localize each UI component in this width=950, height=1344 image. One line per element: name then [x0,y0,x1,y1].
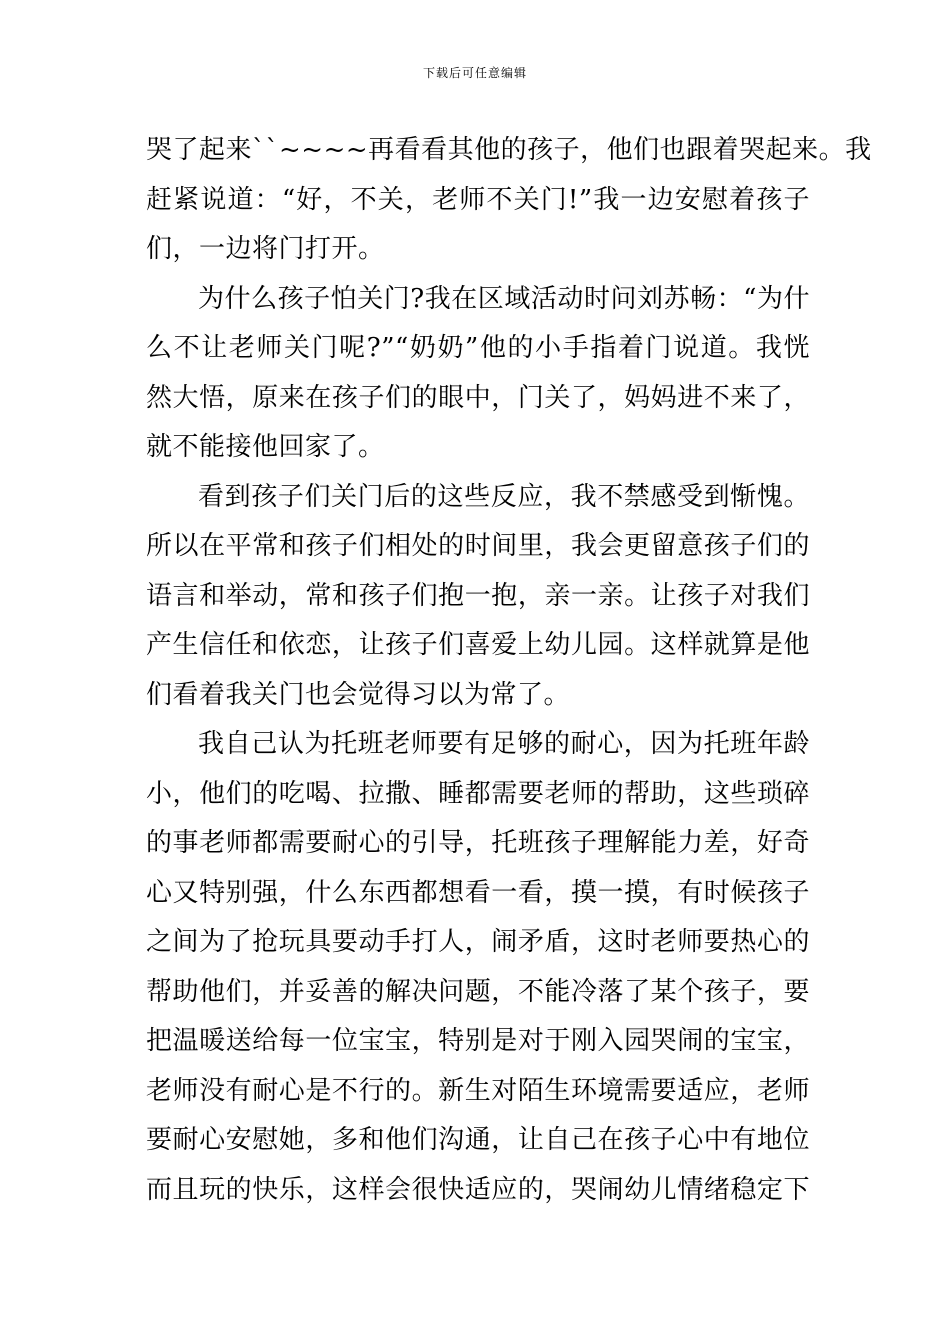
body-text [146,126,872,1215]
text-line: 赶紧说道：“好，不关，老师不关门!”我一边安慰着孩子 [146,184,810,215]
text-line: 把温暖送给每一位宝宝，特别是对于刚入园哭闹的宝宝， [146,1026,810,1056]
text-line: 哭了起来``~~~~再看看其他的孩子，他们也跟着哭起来。我 [146,135,872,165]
paragraph-1 [146,126,872,275]
text-line: 老师没有耐心是不行的。新生对陌生环境需要适应，老师 [146,1075,810,1106]
text-line: 们，一边将门打开。 [146,234,385,264]
text-line: 所以在平常和孩子们相处的时间里，我会更留意孩子们的 [146,531,810,561]
paragraph-4 [146,720,810,1215]
text-line: 的事老师都需要耐心的引导，托班孩子理解能力差，好奇 [146,828,810,858]
text-line: 然大悟，原来在孩子们的眼中，门关了，妈妈进不来了， [146,382,810,413]
text-line: 要耐心安慰她，多和他们沟通，让自己在孩子心中有地位 [146,1125,810,1155]
text-line: 我自己认为托班老师要有足够的耐心，因为托班年龄 [198,729,810,759]
text-line: 产生信任和依恋，让孩子们喜爱上幼儿园。这样就算是他 [146,630,810,660]
text-line: 心又特别强，什么东西都想看一看，摸一摸，有时候孩子 [146,877,810,908]
text-line: 么不让老师关门呢?”“奶奶”他的小手指着门说道。我恍 [146,333,810,363]
text-line: 看到孩子们关门后的这些反应，我不禁感受到惭愧。 [198,481,810,512]
text-line: 帮助他们，并妥善的解决问题，不能冷落了某个孩子，要 [146,976,810,1007]
text-line: 就不能接他回家了。 [146,432,385,462]
text-line: 们看着我关门也会觉得习以为常了。 [146,679,571,710]
text-line: 而且玩的快乐，这样会很快适应的，哭闹幼儿情绪稳定下 [146,1174,810,1205]
paragraph-2 [146,275,810,473]
text-line: 为什么孩子怕关门?我在区域活动时问刘苏畅：“为什 [198,283,810,314]
text-line: 之间为了抢玩具要动手打人，闹矛盾，这时老师要热心的 [146,927,810,957]
paragraph-3 [146,473,810,721]
page-header: 下载后可任意编辑 [422,66,527,80]
text-line: 小，他们的吃喝、拉撒、睡都需要老师的帮助，这些琐碎 [146,778,810,809]
text-line: 语言和举动，常和孩子们抱一抱，亲一亲。让孩子对我们 [146,580,810,611]
